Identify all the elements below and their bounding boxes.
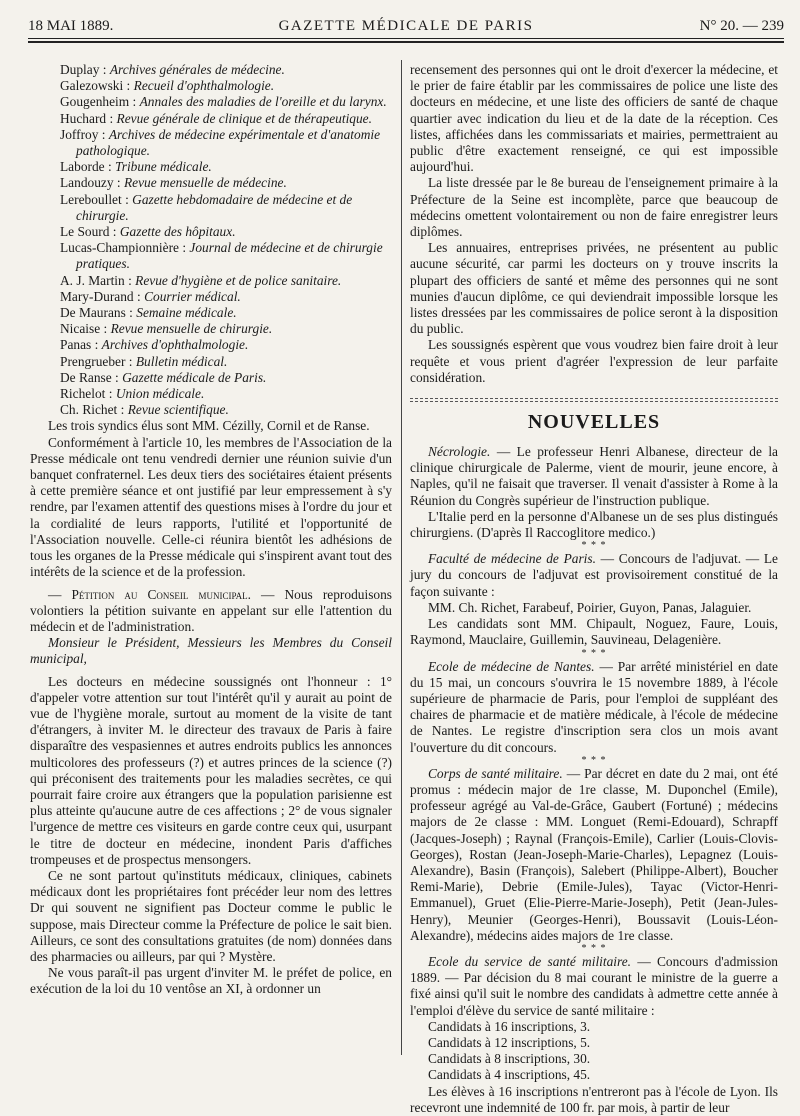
member-name: Mary-Durand :	[60, 288, 141, 304]
liste-paragraph: La liste dressée par le 8e bureau de l'enseignement primaire à la Préfecture de la Seine est incomplète, parce que beaucoup de médecins omettent volontairement ou non de faire enregistrer leurs diplômes.	[410, 175, 778, 240]
corps-label: Corps de santé militaire.	[428, 765, 563, 781]
eleves-paragraph: Les élèves à 16 inscriptions n'entreront pas à l'école de Lyon. Ils recevront une indemnité de 100 fr. par mois, à partir de leur	[410, 1083, 778, 1115]
column-divider	[401, 60, 402, 1055]
annuaires-paragraph: Les annuaires, entreprises privées, ne présentent au public aucune sécurité, car parmi les docteurs on y trouve inscrits la plupart des officiers de santé et même des personnes qui ne sont munies d'aucun diplôme, ce qui deviendrait impossible lorsque les listes dressées par les commissaires de police seront à la disposition du public.	[410, 240, 778, 337]
candidats-item: Candidats à 12 inscriptions, 5.	[428, 1034, 591, 1050]
journal-name: Gazette hebdomadaire de médecine et de chirurgie.	[76, 191, 353, 223]
journal-name: Revue scientifique.	[127, 402, 229, 418]
left-column	[30, 62, 392, 998]
header-rule	[28, 38, 784, 39]
member-name: Panas :	[60, 337, 99, 353]
journal-name: Annales des maladies de l'oreille et du larynx.	[139, 94, 387, 110]
article10-paragraph: Conformément à l'article 10, les membres de l'Association de la Presse médicale ont tenu vendredi dernier une réunion suivie d'un banquet confraternel. Les deux tiers des sociétaires étaient présents à cette première séance et ont justifié par leur empressement à s'y rendre, par l'examen attentif des questions mises à l'ordre du jour et la cordialité de leurs rapports, l'utilité et l'opportunité de l'Association nouvelle. Celle-ci réunira bientôt les adhésions de tous les organes de la Presse médicale qui s'inspirent avant tout des intérêts de la science et de la profession.	[30, 434, 392, 580]
member-name: De Maurans :	[60, 305, 133, 321]
instituts-paragraph: Ce ne sont partout qu'instituts médicaux, cliniques, cabinets médicaux dont les propriétaires font précéder leur nom des lettres Dr qui souvent ne signifient pas Docteur comme le public le suppose, mais Directeur comme la Préfecture de police le sait bien. Ailleurs, ce sont des consultations gratuites (de nom) données dans des pharmacies ou ailleurs, par qui ? Mystère.	[30, 867, 392, 964]
separator-stars: * * *	[581, 647, 607, 659]
soussignes-paragraph: Les soussignés espèrent que vous voudrez bien faire droit à leur requête et vous prient d'agréer l'expression de leur parfaite considération.	[410, 337, 778, 385]
petition-paragraph	[30, 587, 392, 636]
nouvelles-heading: NOUVELLES	[527, 411, 661, 434]
member-name: Ch. Richet :	[60, 402, 125, 418]
journal-entry	[60, 62, 392, 78]
issue-date: 18 MAI 1889.	[28, 18, 114, 34]
journal-name: Semaine médicale.	[136, 305, 237, 321]
corps-paragraph	[410, 766, 778, 944]
journal-name: Recueil d'ophthalmologie.	[133, 78, 275, 94]
member-name: Galezowski :	[60, 78, 131, 94]
petition-heading: — Pétition au Conseil municipal. —	[48, 586, 275, 602]
journal-name: Union médicale.	[115, 386, 205, 402]
journal-name: Gazette des hôpitaux.	[119, 224, 236, 240]
candidats-item: Candidats à 4 inscriptions, 45.	[428, 1067, 591, 1083]
separator-stars: * * *	[581, 540, 607, 552]
member-name: Le Sourd :	[60, 224, 117, 240]
journal-entry	[60, 289, 392, 305]
faculte-label: Faculté de médecine de Paris.	[428, 551, 596, 567]
journal-name: Revue d'hygiène et de police sanitaire.	[135, 272, 342, 288]
section-rule	[410, 401, 778, 402]
member-name: Laborde :	[60, 159, 112, 175]
journal-entry	[60, 321, 392, 337]
journal-name: Revue générale de clinique et de thérapeutique.	[116, 110, 372, 126]
journal-entry	[60, 94, 392, 110]
journal-name: Revue mensuelle de médecine.	[123, 175, 287, 191]
journal-name: Bulletin médical.	[135, 353, 228, 369]
header-rule-thick	[28, 41, 784, 43]
journal-name: Archives générales de médecine.	[109, 62, 285, 77]
faculte-text: — Concours de l'adjuvat. — Le jury du concours de l'adjuvat est provisoirement constitué de la façon suivante :	[410, 551, 778, 599]
journal-entry	[60, 386, 392, 402]
member-name: Huchard :	[60, 110, 114, 126]
journal-entry	[60, 354, 392, 370]
journal-entry	[60, 175, 392, 191]
journal-entry	[60, 224, 392, 240]
journal-name: Archives d'ophthalmologie.	[101, 337, 249, 353]
journal-name: Tribune médicale.	[115, 159, 212, 175]
nantes-text: — Par arrêté ministériel en date du 15 mai, un concours s'ouvrira le 15 novembre 1889, à l'école supérieure de pharmacie de Paris, pour l'emploi de suppléant des chaires de pharmacie et de matière médicale, à l'école de médecine de Nantes. Le registre d'inscription sera clos un mois avant l'ouverture du dit concours.	[410, 658, 778, 755]
member-name: Richelot :	[60, 386, 113, 402]
separator-stars: * * *	[581, 942, 607, 954]
member-name: Nicaise :	[60, 321, 108, 337]
member-name: Prengrueber :	[60, 353, 133, 369]
journal-entry	[60, 192, 392, 224]
petition-address: Monsieur le Président, Messieurs les Membres du Conseil municipal,	[30, 635, 392, 667]
ecole-label: Ecole du service de santé militaire.	[428, 953, 632, 969]
syndics-paragraph: Les trois syndics élus sont MM. Cézilly, Cornil et de Ranse.	[48, 418, 370, 434]
member-name: Joffroy :	[60, 126, 106, 142]
journal-name: Revue mensuelle de chirurgie.	[110, 321, 273, 337]
corps-text: — Par décret en date du 2 mai, ont été promus : médecin major de 1re classe, M. Duponchel (Emile), professeur agrégé au Val-de-Grâce, Gaubert (Fortuné) ; médecins majors de 2e classe : MM. Longuet (Remi-Edouard), Schrapff (Jacques-Joseph) ; Raynal (François-Emile), Carlier (Louis-Clovis-Georges), Rostan (Jean-Joseph-Marie-Charles), Lepagnez (Louis-Alexandre), Basin (François), Salebert (Philippe-Albert), Boucher Remi-Marie), Debrie (Emile-Jules), Tayac (Victor-Henri-Emmanuel), Gruet (Elie-Pierre-Marie-Joseph), Petit (Jean-Jules-Henry), Meunier (Georges-Henri), Boussavit (Louis-Léon-Alexandre), médecins aides majors de 1re classe.	[410, 765, 779, 943]
candidats-list	[410, 1019, 778, 1084]
journal-name: Archives de médecine expérimentale et d'anatomie pathologique.	[76, 126, 381, 159]
italie-paragraph: L'Italie perd en la personne d'Albanese un de ses plus distingués chirurgiens. (D'après Il Raccoglitore medico.)	[410, 508, 778, 541]
candidats-item: Candidats à 16 inscriptions, 3.	[428, 1018, 591, 1034]
member-name: Duplay :	[60, 62, 107, 77]
journal-entry	[60, 305, 392, 321]
separator-stars: * * *	[581, 754, 607, 766]
journal-entry	[60, 78, 392, 94]
member-name: De Ranse :	[60, 369, 119, 385]
journal-name: Courrier médical.	[144, 288, 241, 304]
journal-list	[30, 62, 392, 418]
necrologie-label: Nécrologie.	[428, 444, 491, 460]
right-column	[410, 62, 778, 1116]
page-number: N° 20. — 239	[699, 18, 784, 34]
journal-entry	[60, 127, 392, 159]
faculte-paragraph	[410, 551, 778, 600]
section-rule	[410, 398, 778, 399]
member-name: Landouzy :	[60, 175, 121, 191]
journal-entry	[60, 111, 392, 127]
journal-entry	[60, 337, 392, 353]
journal-name: Journal de médecine et de chirurgie pratiques.	[76, 240, 383, 272]
page-header	[28, 14, 784, 38]
docteurs-paragraph: Les docteurs en médecine soussignés ont l'honneur : 1° d'appeler votre attention sur tout l'intérêt qu'il y aurait au point de vue de l'hygiène morale, surtout au moment de la visite de tant d'étrangers, à inviter M. le directeur des travaux de Paris à faire disparaître des vespasiennes et autres endroits publics les annonces multicolores des professeurs (?) et autres princes de la science (?) qui préconisent des traitements pour les maladies secrètes, ce qui pourrait faire croire aux étrangers que la population parisienne est plus atteinte qu'aucune autre de ces affections ; 2° de vous signaler l'urgence de mettre ces visiteurs en garde contre ceux qui, usurpant le titre de docteur en médecine, inondent Paris d'affiches trompeuses et de prospectus mensongers.	[30, 673, 392, 867]
member-name: Lucas-Championnière :	[60, 240, 187, 256]
journal-name: Gazette médicale de Paris.	[122, 369, 267, 385]
candidats-item: Candidats à 8 inscriptions, 30.	[428, 1051, 591, 1067]
journal-entry	[60, 240, 392, 272]
member-name: Lereboullet :	[60, 191, 129, 207]
ecole-paragraph	[410, 954, 778, 1019]
member-name: A. J. Martin :	[60, 272, 132, 288]
journal-entry	[60, 273, 392, 289]
candidats-paragraph: Les candidats sont MM. Chipault, Noguez, Faure, Louis, Raymond, Mauclaire, Guillemin, Sauvineau, Delagenière.	[410, 616, 778, 648]
journal-entry	[60, 159, 392, 175]
journal-entry	[60, 402, 392, 418]
necrologie-text: — Le professeur Henri Albanese, directeur de la clinique chirurgicale de Palerme, vient de mourir, jeune encore, à Naples, qu'il ne faisait que traverser. Il venait d'assister à Rome à la Réunion du Congrès supérieur de l'instruction publique.	[410, 444, 778, 508]
recensement-paragraph: recensement des personnes qui ont le droit d'exercer la médecine, et le prier de faire établir par les commissaires de police une liste des docteurs en médecine, et une liste des officiers de santé de chaque quartier avec indication du lieu et de la date de la réception. Ces listes, affichées dans les commissariats et mairies, permettraient au public d'être exactement renseigné, ce qui est impossible aujourd'hui.	[410, 62, 778, 175]
urgent-paragraph: Ne vous paraît-il pas urgent d'inviter M. le préfet de police, en exécution de la loi du 10 ventôse an XI, à ordonner un	[30, 965, 392, 997]
journal-entry	[60, 370, 392, 386]
petition-intro: Nous reproduisons volontiers la pétition suivante en appelant sur elle l'attention du médecin et de l'administration.	[30, 586, 393, 634]
nantes-label: Ecole de médecine de Nantes.	[428, 658, 595, 674]
journal-title: GAZETTE MÉDICALE DE PARIS	[278, 18, 534, 34]
necrologie-paragraph	[410, 444, 778, 509]
ecole-text: — Concours d'admission 1889. — Par décision du 8 mai courant le ministre de la guerre a fixé ainsi qu'il suit le nombre des candidats à admettre cette année à l'emploi d'élève du service de santé militaire :	[410, 953, 778, 1018]
jury-line: MM. Ch. Richet, Farabeuf, Poirier, Guyon, Panas, Jalaguier.	[428, 599, 752, 615]
member-name: Gougenheim :	[60, 94, 137, 110]
nantes-paragraph	[410, 659, 778, 756]
